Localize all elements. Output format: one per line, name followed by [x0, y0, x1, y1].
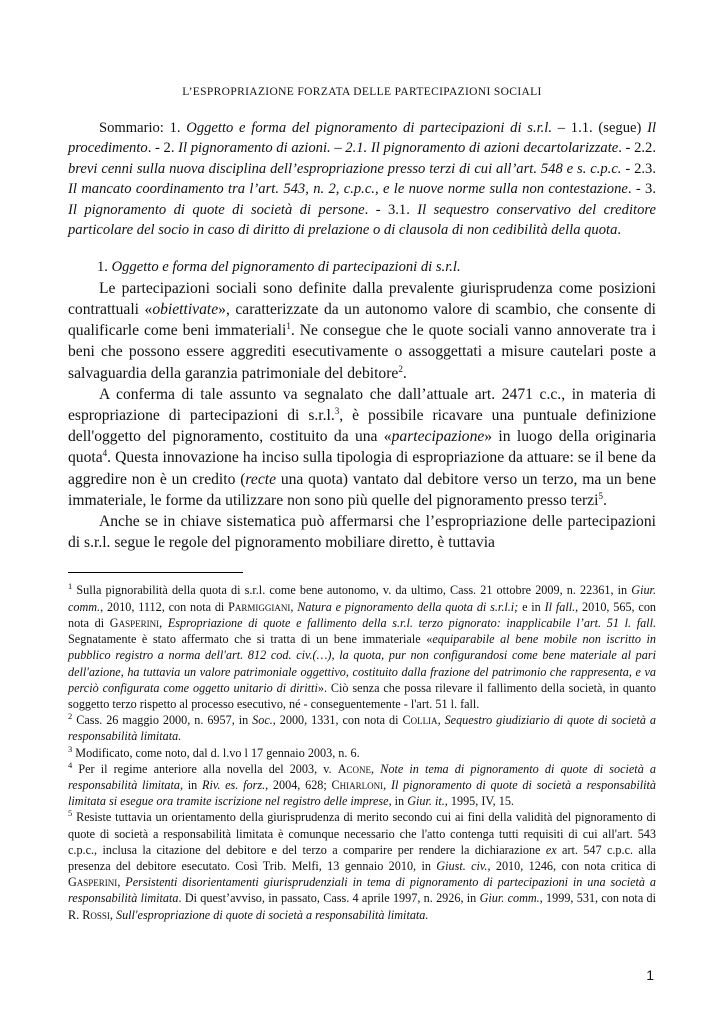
text-run: Giur. it. [407, 794, 445, 809]
body-paragraph [68, 384, 656, 511]
text-run: , in [179, 777, 203, 792]
text-run: partecipazione [391, 428, 485, 446]
footnote-ref: 2 [398, 363, 403, 374]
text-run: Oggetto e forma del pignoramento di partecipazioni di s.r.l. [186, 120, 553, 136]
text-run: Giur. comm. [479, 891, 540, 906]
text-run: , [109, 907, 116, 922]
text-run: Il mancato coordinamento tra l’art. 543, n. 2, c.p.c., e le nuove norme sulla non contestazione [68, 181, 628, 198]
document-title [68, 86, 656, 98]
footnote-ref: 4 [102, 448, 108, 459]
footnote [68, 712, 656, 744]
text-run: Sequestro giudiziario di quote di società a responsabilità limitata. [68, 713, 657, 744]
text-run: Segnatamente è stato affermato che si tratta di un bene immateriale « [68, 632, 433, 647]
text-run: . Questa innovazione ha inciso sulla tipologia di espropriazione da attuare: se il bene da aggredire non è un credito ( [68, 449, 656, 488]
text-run: Soc. [252, 713, 273, 728]
text-run: Acone [337, 761, 372, 776]
summary-paragraph [68, 118, 656, 240]
text-run: . Di quest’avviso, in passato, Cass. 4 aprile 1997, n. 2926, in [178, 891, 480, 906]
section-title: Oggetto e forma del pignoramento di partecipazioni di s.r.l. [111, 259, 461, 276]
page-content [68, 86, 656, 923]
text-run: », caratterizzate da un autonomo valore di scambio, che consente di qualificarle come beni immateriali [68, 301, 656, 340]
title-text: L’ESPROPRIAZIONE FORZATA DELLE PARTECIPAZIONI SOCIALI [182, 86, 542, 98]
text-run: Il pignoramento di azioni. – 2.1. Il pignoramento di azioni decartolarizzate [178, 140, 619, 157]
text-run: Chiarloni [331, 777, 384, 792]
text-run: Collia [402, 713, 438, 728]
text-run: , in [388, 794, 408, 809]
text-run: Gasperini [68, 875, 118, 890]
text-run: , 1995, IV, 15. [444, 794, 514, 809]
text-run: , 1999, 531, con nota di R. [68, 891, 656, 922]
footnote-number: 5 [68, 808, 73, 819]
footnote [68, 761, 656, 810]
footnotes [68, 582, 656, 922]
text-run: , [290, 599, 298, 614]
text-run: . [617, 222, 622, 239]
section-heading [68, 257, 656, 277]
text-run: , [437, 713, 445, 728]
text-run: Giust. civ. [436, 858, 488, 873]
footnote [68, 809, 656, 922]
footnote-separator [68, 572, 243, 573]
text-run: Per il regime anteriore alla novella del 2003, v. [72, 761, 338, 776]
text-run: Natura e pignoramento della quota di s.r.l.i; [297, 599, 519, 614]
footnote [68, 745, 656, 761]
footnote-number: 1 [68, 581, 73, 592]
text-run: . [602, 491, 607, 509]
text-run: , 2004, 628; [265, 777, 332, 792]
footnote-number: 3 [68, 743, 73, 754]
text-run: Parmiggiani [228, 599, 291, 614]
page-number: 1 [646, 967, 654, 983]
text-run: Il pignoramento di quote di società a responsabilità limitata si esegue ora tramite iscrizione nel registro delle imprese [68, 777, 657, 809]
summary-label: Sommario: [99, 120, 170, 136]
text-run: Modificato, come noto, dal d. l.vo l 17 gennaio 2003, n. 6. [72, 745, 360, 760]
text-run: brevi cenni sulla nuova disciplina dell’espropriazione presso terzi di cui all’art. 548 e s. c.p.c. [68, 160, 622, 177]
text-run: . - 3. [627, 181, 656, 198]
body-paragraph [68, 278, 656, 384]
text-run: . [402, 364, 407, 382]
footnote-ref: 1 [286, 321, 291, 332]
text-run: Anche se in chiave sistematica può affermarsi che l’espropriazione delle partecipazioni di s.r.l. segue le regole del pignoramento mobiliare diretto, è tuttavia [68, 513, 656, 552]
text-run: Resiste tuttavia un orientamento della giurisprudenza di merito secondo cui ai fini della validità del pignoramento di quote di società a responsabilità limitata è comunque necessario che l'atto contenga tutti requisiti di cui all'art. 543 c.p.c., inclusa la citazione del debitore e del terzo a comparire per rendere la dichiarazione [68, 810, 656, 857]
text-run: » in luogo della originaria quota [68, 428, 656, 467]
text-run: . Ne consegue che le quote sociali vanno annoverate tra i beni che possono essere aggrediti esecutivamente o assoggettati a misure cautelari poste a salvaguardia della garanzia patrimoniale del debitore [68, 322, 656, 382]
text-run: , 2000, 1331, con nota di [272, 713, 403, 728]
text-run: , 2010, 1246, con nota critica di [487, 858, 657, 873]
text-run: Il sequestro conservativo del creditore particolare del socio in caso di diritto di prelazione o di clausola di non cedibilità della quota [68, 201, 656, 239]
text-run: 1. [169, 120, 187, 136]
text-run: , è possibile ricavare una puntuale definizione dell'oggetto del pignoramento, costituito da una « [68, 407, 656, 446]
section-number: 1. [97, 259, 112, 276]
text-run: , [159, 615, 168, 630]
text-run: Riv. es. forz. [202, 777, 266, 792]
text-run: , [117, 875, 126, 890]
footnote-ref: 5 [598, 490, 603, 501]
text-run: Sulla pignorabilità della quota di s.r.l. come bene autonomo, v. da ultimo, Cass. 21 ottobre 2009, n. 22361, in [72, 583, 632, 598]
text-run: . - 2. [147, 140, 179, 157]
text-run: Espropriazione di quote e fallimento della s.r.l. terzo pignorato: inapplicabile l’art. 51 l. fall. [167, 615, 657, 630]
text-run: recte [245, 470, 276, 488]
text-run: Gasperini [109, 615, 160, 630]
text-run: , 2010, 565, con nota di [68, 599, 657, 630]
text-run: e in [518, 599, 545, 614]
summary-body [68, 120, 656, 238]
text-run: Note in tema di pignoramento di quote di società a responsabilità limitata [68, 761, 656, 792]
footnote-number: 2 [68, 711, 73, 722]
text-run: equiparabile al bene mobile non iscritto in pubblico registro a norma dell'art. 812 cod. civ.(…), la quota, pur non configurandosi come bene materiale al pari dell'azione, ha tuttavia un valore patrimoniale oggettivo, costituito dalla frazione del patrimonio che rappresenta, e va perciò configurata come oggetto unitario di diritti [68, 632, 656, 695]
text-run: - 2.3. [621, 160, 656, 177]
text-run: una quota) vantato dal debitore verso un terzo, ma un bene immateriale, le forme da utilizzare non sono più quelle del pignoramento presso terzi [68, 470, 656, 509]
text-run: . - 3.1. [364, 201, 418, 218]
text-run: Il pignoramento di quote di società di persone [68, 201, 365, 218]
text-run: , 2010, 1112, con nota di [100, 599, 229, 614]
text-run: A conferma di tale assunto va segnalato che dall’attuale art. 2471 c.c., in materia di espropriazione di partecipazioni di s.r.l. [68, 385, 656, 425]
text-run: Il procedimento [68, 120, 657, 157]
text-run: , [371, 761, 381, 776]
text-run: Persistenti disorientamenti giurisprudenziali in tema di pignoramento di partecipazioni in una società a responsabilità limitata [68, 875, 656, 906]
text-run: Giur. comm. [68, 583, 656, 614]
text-run: ex [545, 842, 557, 857]
text-run: art. 547 c.p.c. alla presenza del debitore esecutato. Così Trib. Melfi, 13 gennaio 2010, in [68, 842, 656, 873]
text-run: Il fall. [544, 599, 576, 614]
footnote [68, 582, 656, 712]
text-run: obiettivate [152, 301, 219, 319]
text-run: Sull'espropriazione di quote di società a responsabilità limitata. [115, 907, 429, 922]
body-text [68, 278, 656, 554]
text-run: Le partecipazioni sociali sono definite dalla prevalente giurisprudenza come posizioni contrattuali « [68, 279, 656, 319]
body-paragraph [68, 511, 656, 553]
text-run: Cass. 26 maggio 2000, n. 6957, in [72, 713, 253, 728]
text-run: ». Ciò senza che possa rilevare il fallimento della società, in quanto soggetto terzo rispetto al processo esecutivo, né - conseguentemente - l'art. 51 l. fall. [68, 680, 656, 711]
text-run: . - 2.2. [618, 140, 656, 157]
text-run: , [383, 777, 391, 792]
footnote-ref: 3 [334, 405, 340, 416]
text-run: Rossi [82, 907, 110, 922]
footnote-number: 4 [68, 759, 73, 770]
text-run: – 1.1. (segue) [552, 120, 648, 136]
